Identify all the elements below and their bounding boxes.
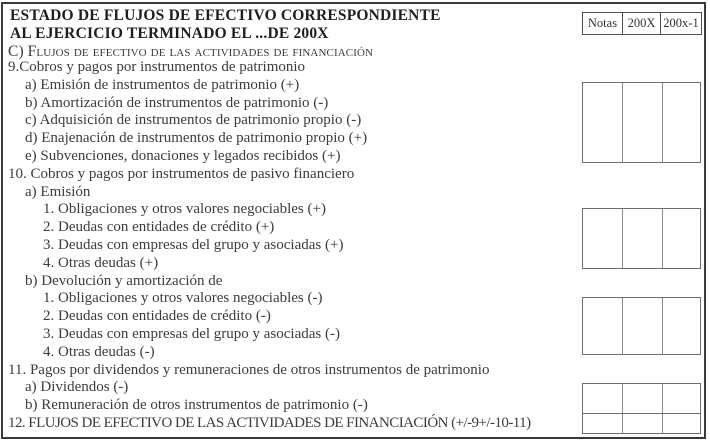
entry-cell-200x xyxy=(622,384,662,413)
row-9b: b) Amortización de instrumentos de patrimonio (-) xyxy=(25,94,329,111)
entry-row-11 xyxy=(583,384,700,413)
row-10a: a) Emisión xyxy=(25,183,91,200)
page-title xyxy=(10,7,570,43)
page-title-line2: AL EJERCICIO TERMINADO EL ...DE 200X xyxy=(10,25,329,42)
entry-cell-200x xyxy=(622,83,662,162)
entry-grid-section-10b xyxy=(582,297,701,355)
row-10b4: 4. Otras deudas (-) xyxy=(43,343,155,360)
entry-cell-200x-1 xyxy=(662,298,700,354)
row-10b2: 2. Deudas con entidades de crédito (-) xyxy=(43,308,271,325)
entry-row-12 xyxy=(583,413,700,433)
entry-cell-200x xyxy=(622,298,662,354)
row-11a: a) Dividendos (-) xyxy=(25,379,129,396)
row-10a3: 3. Deudas con empresas del grupo y asociadas (+) xyxy=(43,236,344,253)
entry-cell-notas xyxy=(583,83,622,162)
entry-cell-200x xyxy=(622,414,662,433)
page-title-line1: ESTADO DE FLUJOS DE EFECTIVO CORRESPONDIENTE xyxy=(10,7,441,24)
row-9d: d) Enajenación de instrumentos de patrimonio propio (+) xyxy=(25,130,368,147)
entry-cell-200x-1 xyxy=(662,83,700,162)
entry-cell-notas xyxy=(583,414,622,433)
200x-1-column-header: 200x-1 xyxy=(660,13,701,34)
entry-grid-section-9 xyxy=(582,82,701,163)
entry-cell-200x-1 xyxy=(662,384,700,413)
row-9e: e) Subvenciones, donaciones y legados recibidos (+) xyxy=(25,147,341,164)
row-10a4: 4. Otras deudas (+) xyxy=(43,254,159,271)
entry-cell-notas xyxy=(583,209,622,268)
row-10b: b) Devolución y amortización de xyxy=(25,272,223,289)
200x-column-header: 200X xyxy=(622,13,660,34)
entry-grid-section-10a xyxy=(582,208,701,269)
column-header-box xyxy=(582,12,702,35)
row-10a2: 2. Deudas con entidades de crédito (+) xyxy=(43,219,275,236)
entry-cell-200x-1 xyxy=(662,414,700,433)
entry-cell-200x xyxy=(622,209,662,268)
section-c-heading: C) Flujos de efectivo de las actividades de financiación xyxy=(8,42,374,60)
row-9a: a) Emisión de instrumentos de patrimonio (+) xyxy=(25,76,300,93)
entry-cell-200x-1 xyxy=(662,209,700,268)
row-9: 9.Cobros y pagos por instrumentos de patrimonio xyxy=(8,59,306,75)
row-10: 10. Cobros y pagos por instrumentos de pasivo financiero xyxy=(8,165,355,182)
row-10b1: 1. Obligaciones y otros valores negociables (-) xyxy=(43,290,323,307)
entry-cell-notas xyxy=(583,384,622,413)
row-12: 12. FLUJOS DE EFECTIVO DE LAS ACTIVIDADES DE FINANCIACIÓN (+/-9+/-10-11) xyxy=(8,414,531,431)
statement-lines xyxy=(0,59,582,433)
row-9c: c) Adquisición de instrumentos de patrimonio propio (-) xyxy=(25,112,362,129)
notas-column-header: Notas xyxy=(587,16,618,30)
row-10b3: 3. Deudas con empresas del grupo y asociadas (-) xyxy=(43,325,340,342)
row-11b: b) Remuneración de otros instrumentos de patrimonio (-) xyxy=(25,397,368,414)
row-11: 11. Pagos por dividendos y remuneraciones de otros instrumentos de patrimonio xyxy=(8,361,490,378)
row-10a1: 1. Obligaciones y otros valores negociables (+) xyxy=(43,201,326,218)
entry-grid-sections-11-12 xyxy=(582,383,701,434)
entry-cell-notas xyxy=(583,298,622,354)
